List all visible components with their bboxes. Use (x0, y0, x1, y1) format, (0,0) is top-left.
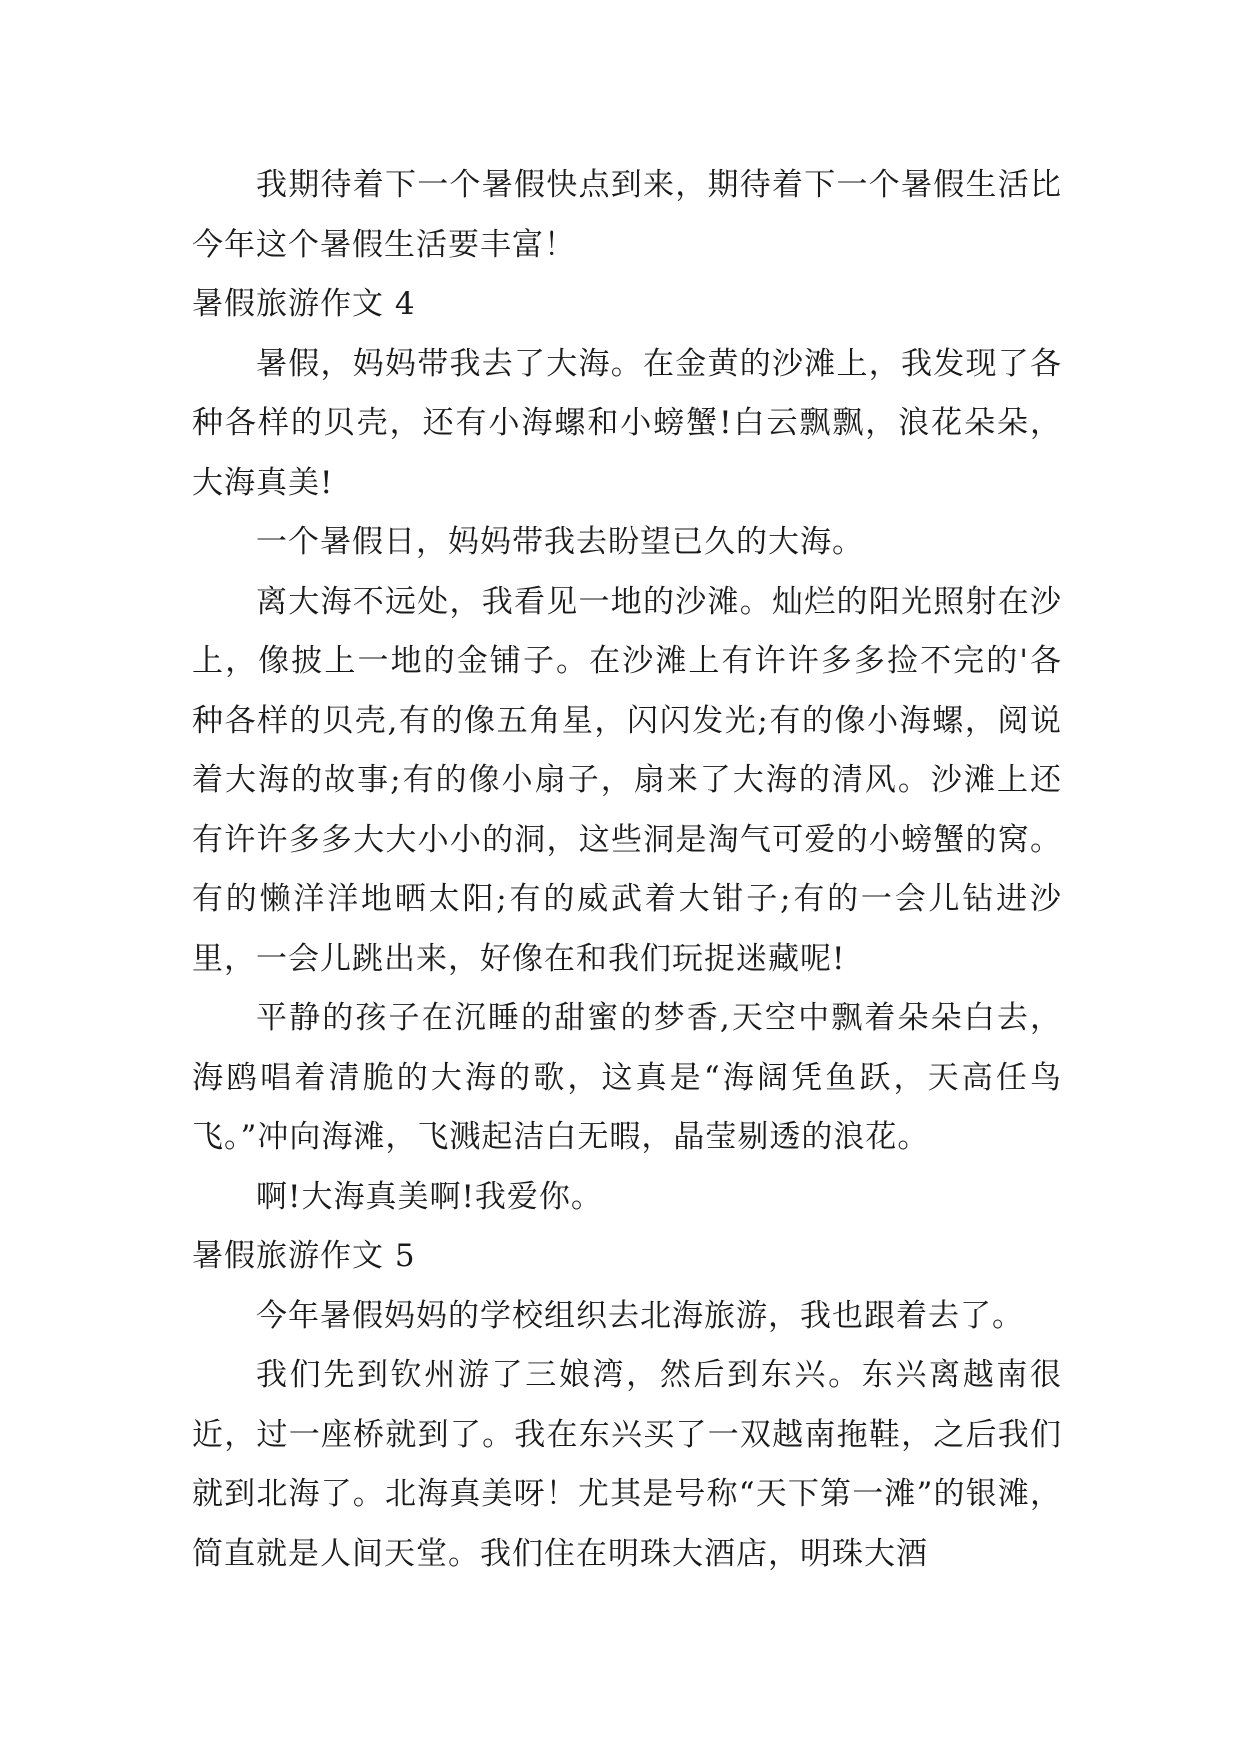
paragraph-seagulls: 平静的孩子在沉睡的甜蜜的梦香,天空中飘着朵朵白去，海鸥唱着清脆的大海的歌，这真是“海阔凭鱼跃，天高任鸟飞。”冲向海滩，飞溅起洁白无暇，晶莹剔透的浪花。 (192, 1000, 1062, 1155)
document-body (192, 156, 1062, 1584)
paragraph-dongxing: 我们先到钦州游了三娘湾，然后到东兴。东兴离越南很近，过一座桥就到了。我在东兴买了一双越南拖鞋，之后我们就到北海了。北海真美呀！尤其是号称“天下第一滩”的银滩，简直就是人间天堂。我们住在明珠大酒店，明珠大酒 (192, 1357, 1062, 1572)
paragraph-beach-intro: 暑假，妈妈带我去了大海。在金黄的沙滩上，我发现了各种各样的贝壳，还有小海螺和小螃蟹!白云飘飘，浪花朵朵，大海真美! (192, 345, 1062, 501)
paragraph-beihai-trip: 今年暑假妈妈的学校组织去北海旅游，我也跟着去了。 (256, 1297, 1024, 1334)
paragraph-summer-wish: 我期待着下一个暑假快点到来，期待着下一个暑假生活比今年这个暑假生活要丰富！ (192, 167, 1062, 263)
paragraph-summer-day: 一个暑假日，妈妈带我去盼望已久的大海。 (256, 524, 864, 560)
paragraph-sea-love: 啊!大海真美啊!我爱你。 (256, 1178, 603, 1215)
essay-heading-5: 暑假旅游作文 5 (192, 1238, 416, 1274)
paragraph-sand-beach: 离大海不远处，我看见一地的沙滩。灿烂的阳光照射在沙上，像披上一地的金铺子。在沙滩上有许许多多捡不完的'各种各样的贝壳,有的像五角星，闪闪发光;有的像小海螺，阅说着大海的故事;有的像小扇子，扇来了大海的清风。沙滩上还有许许多多大大小小的洞，这些洞是淘气可爱的小螃蟹的窝。有的懒洋洋地晒太阳;有的威武着大钳子;有的一会儿钻进沙里，一会儿跳出来，好像在和我们玩捉迷藏呢! (192, 583, 1062, 977)
essay-heading-4: 暑假旅游作文 4 (192, 286, 416, 322)
